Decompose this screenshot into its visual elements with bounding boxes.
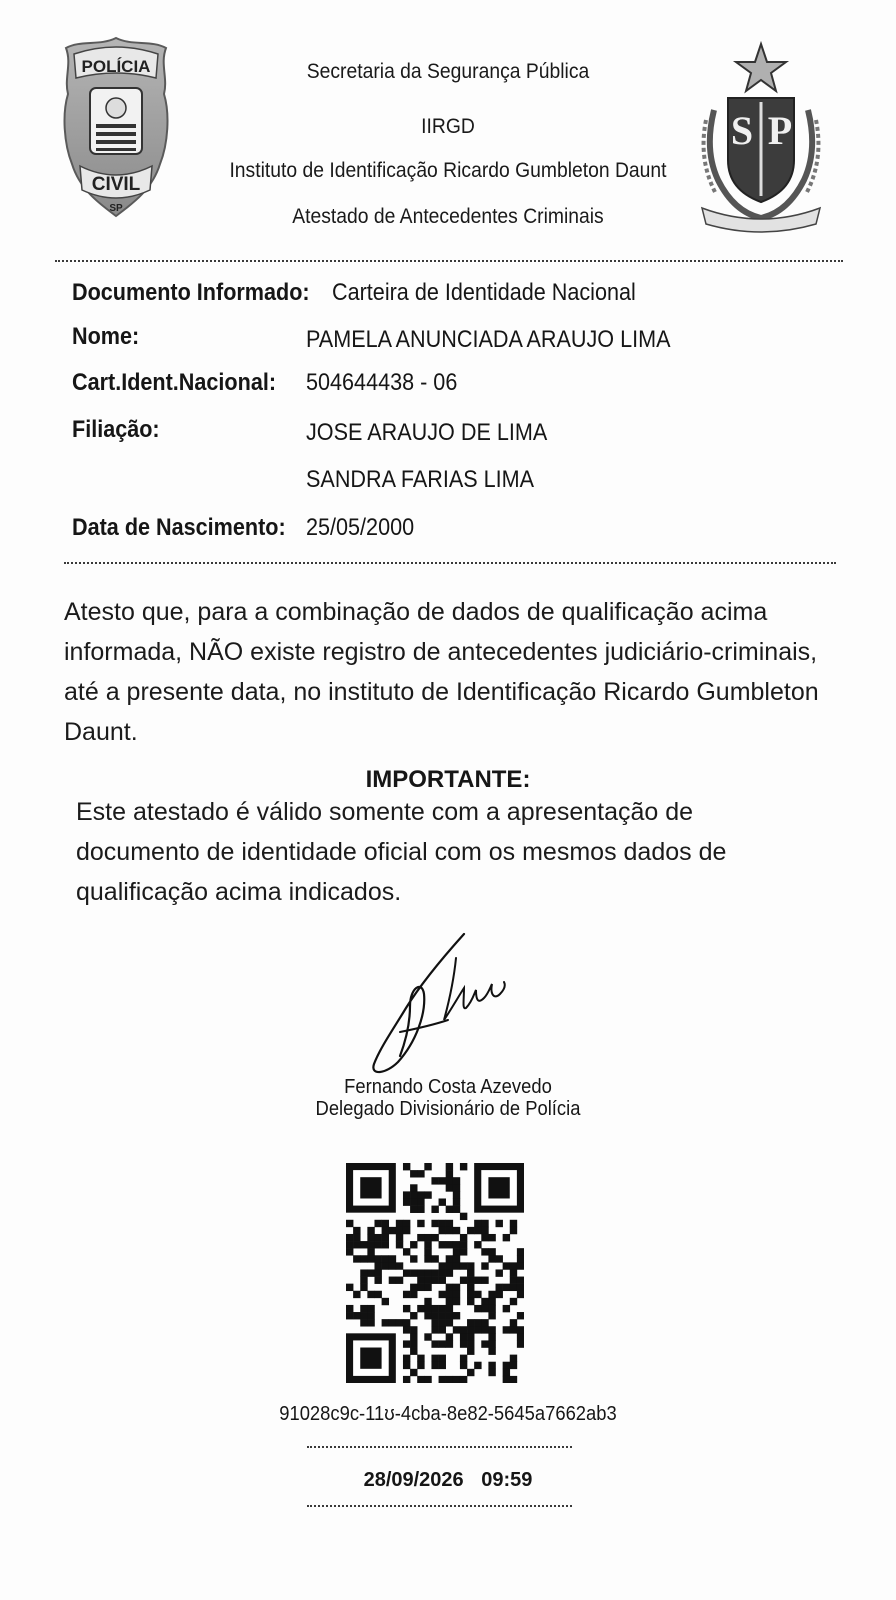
qr-code-icon: [346, 1163, 524, 1383]
svg-text:P: P: [767, 108, 793, 153]
importante-line: documento de identidade oficial com os mesmos dados de: [76, 838, 727, 866]
secretaria-title: Secretaria da Segurança Pública: [306, 60, 590, 83]
svg-text:POLÍCIA: POLÍCIA: [81, 57, 151, 76]
atesto-line: Atesto que, para a combinação de dados de qualificação acima: [64, 598, 768, 626]
signatory-name: Fernando Costa Azevedo: [344, 1076, 552, 1098]
code-divider-top: [307, 1446, 572, 1448]
nome-label: Nome:: [72, 323, 140, 350]
nascimento-value: 25/05/2000: [306, 514, 415, 541]
atesto-line: Daunt.: [64, 718, 138, 746]
importante-line: qualificação acima indicados.: [76, 878, 402, 906]
signatory-role: Delegado Divisionário de Polícia: [315, 1098, 581, 1120]
document-type-title: Atestado de Antecedentes Criminais: [292, 205, 604, 228]
svg-text:S: S: [730, 108, 754, 153]
verification-code: 91028c9c-11ʊ-4cba-8e82-5645a7662ab3: [279, 1403, 617, 1425]
importante-line: Este atestado é válido somente com a apresentação de: [76, 798, 694, 826]
fields-divider: [64, 562, 836, 564]
instituto-title: Instituto de Identificação Ricardo Gumbleton Daunt: [229, 159, 667, 182]
filiacao-mae-value: SANDRA FARIAS LIMA: [306, 466, 535, 493]
cin-label: Cart.Ident.Nacional:: [72, 369, 277, 396]
sigla-title: IIRGD: [421, 115, 475, 138]
filiacao-pai-value: JOSE ARAUJO DE LIMA: [306, 419, 548, 446]
signature-icon: [360, 928, 520, 1080]
issue-datetime: [0, 1468, 896, 1492]
code-divider-bottom: [307, 1505, 572, 1507]
svg-text:CIVIL: CIVIL: [91, 174, 141, 195]
atesto-paragraph: [64, 592, 819, 752]
svg-text:SP: SP: [109, 203, 123, 214]
header-divider: [55, 260, 843, 262]
atesto-line: informada, NÃO existe registro de antecedentes judiciário-criminais,: [64, 638, 818, 666]
issue-time: 09:59: [481, 1469, 533, 1491]
importante-paragraph: [76, 792, 726, 912]
atesto-line: até a presente data, no instituto de Identificação Ricardo Gumbleton: [64, 678, 819, 706]
nascimento-label: Data de Nascimento:: [72, 514, 286, 541]
cin-value: 504644438 - 06: [306, 369, 458, 396]
documento-value: Carteira de Identidade Nacional: [332, 279, 636, 306]
documento-label: Documento Informado:: [72, 279, 310, 306]
nome-value: PAMELA ANUNCIADA ARAUJO LIMA: [306, 326, 671, 353]
issue-date: 28/09/2026: [363, 1469, 464, 1491]
importante-title: IMPORTANTE:: [365, 766, 531, 793]
filiacao-label: Filiação:: [72, 416, 160, 443]
